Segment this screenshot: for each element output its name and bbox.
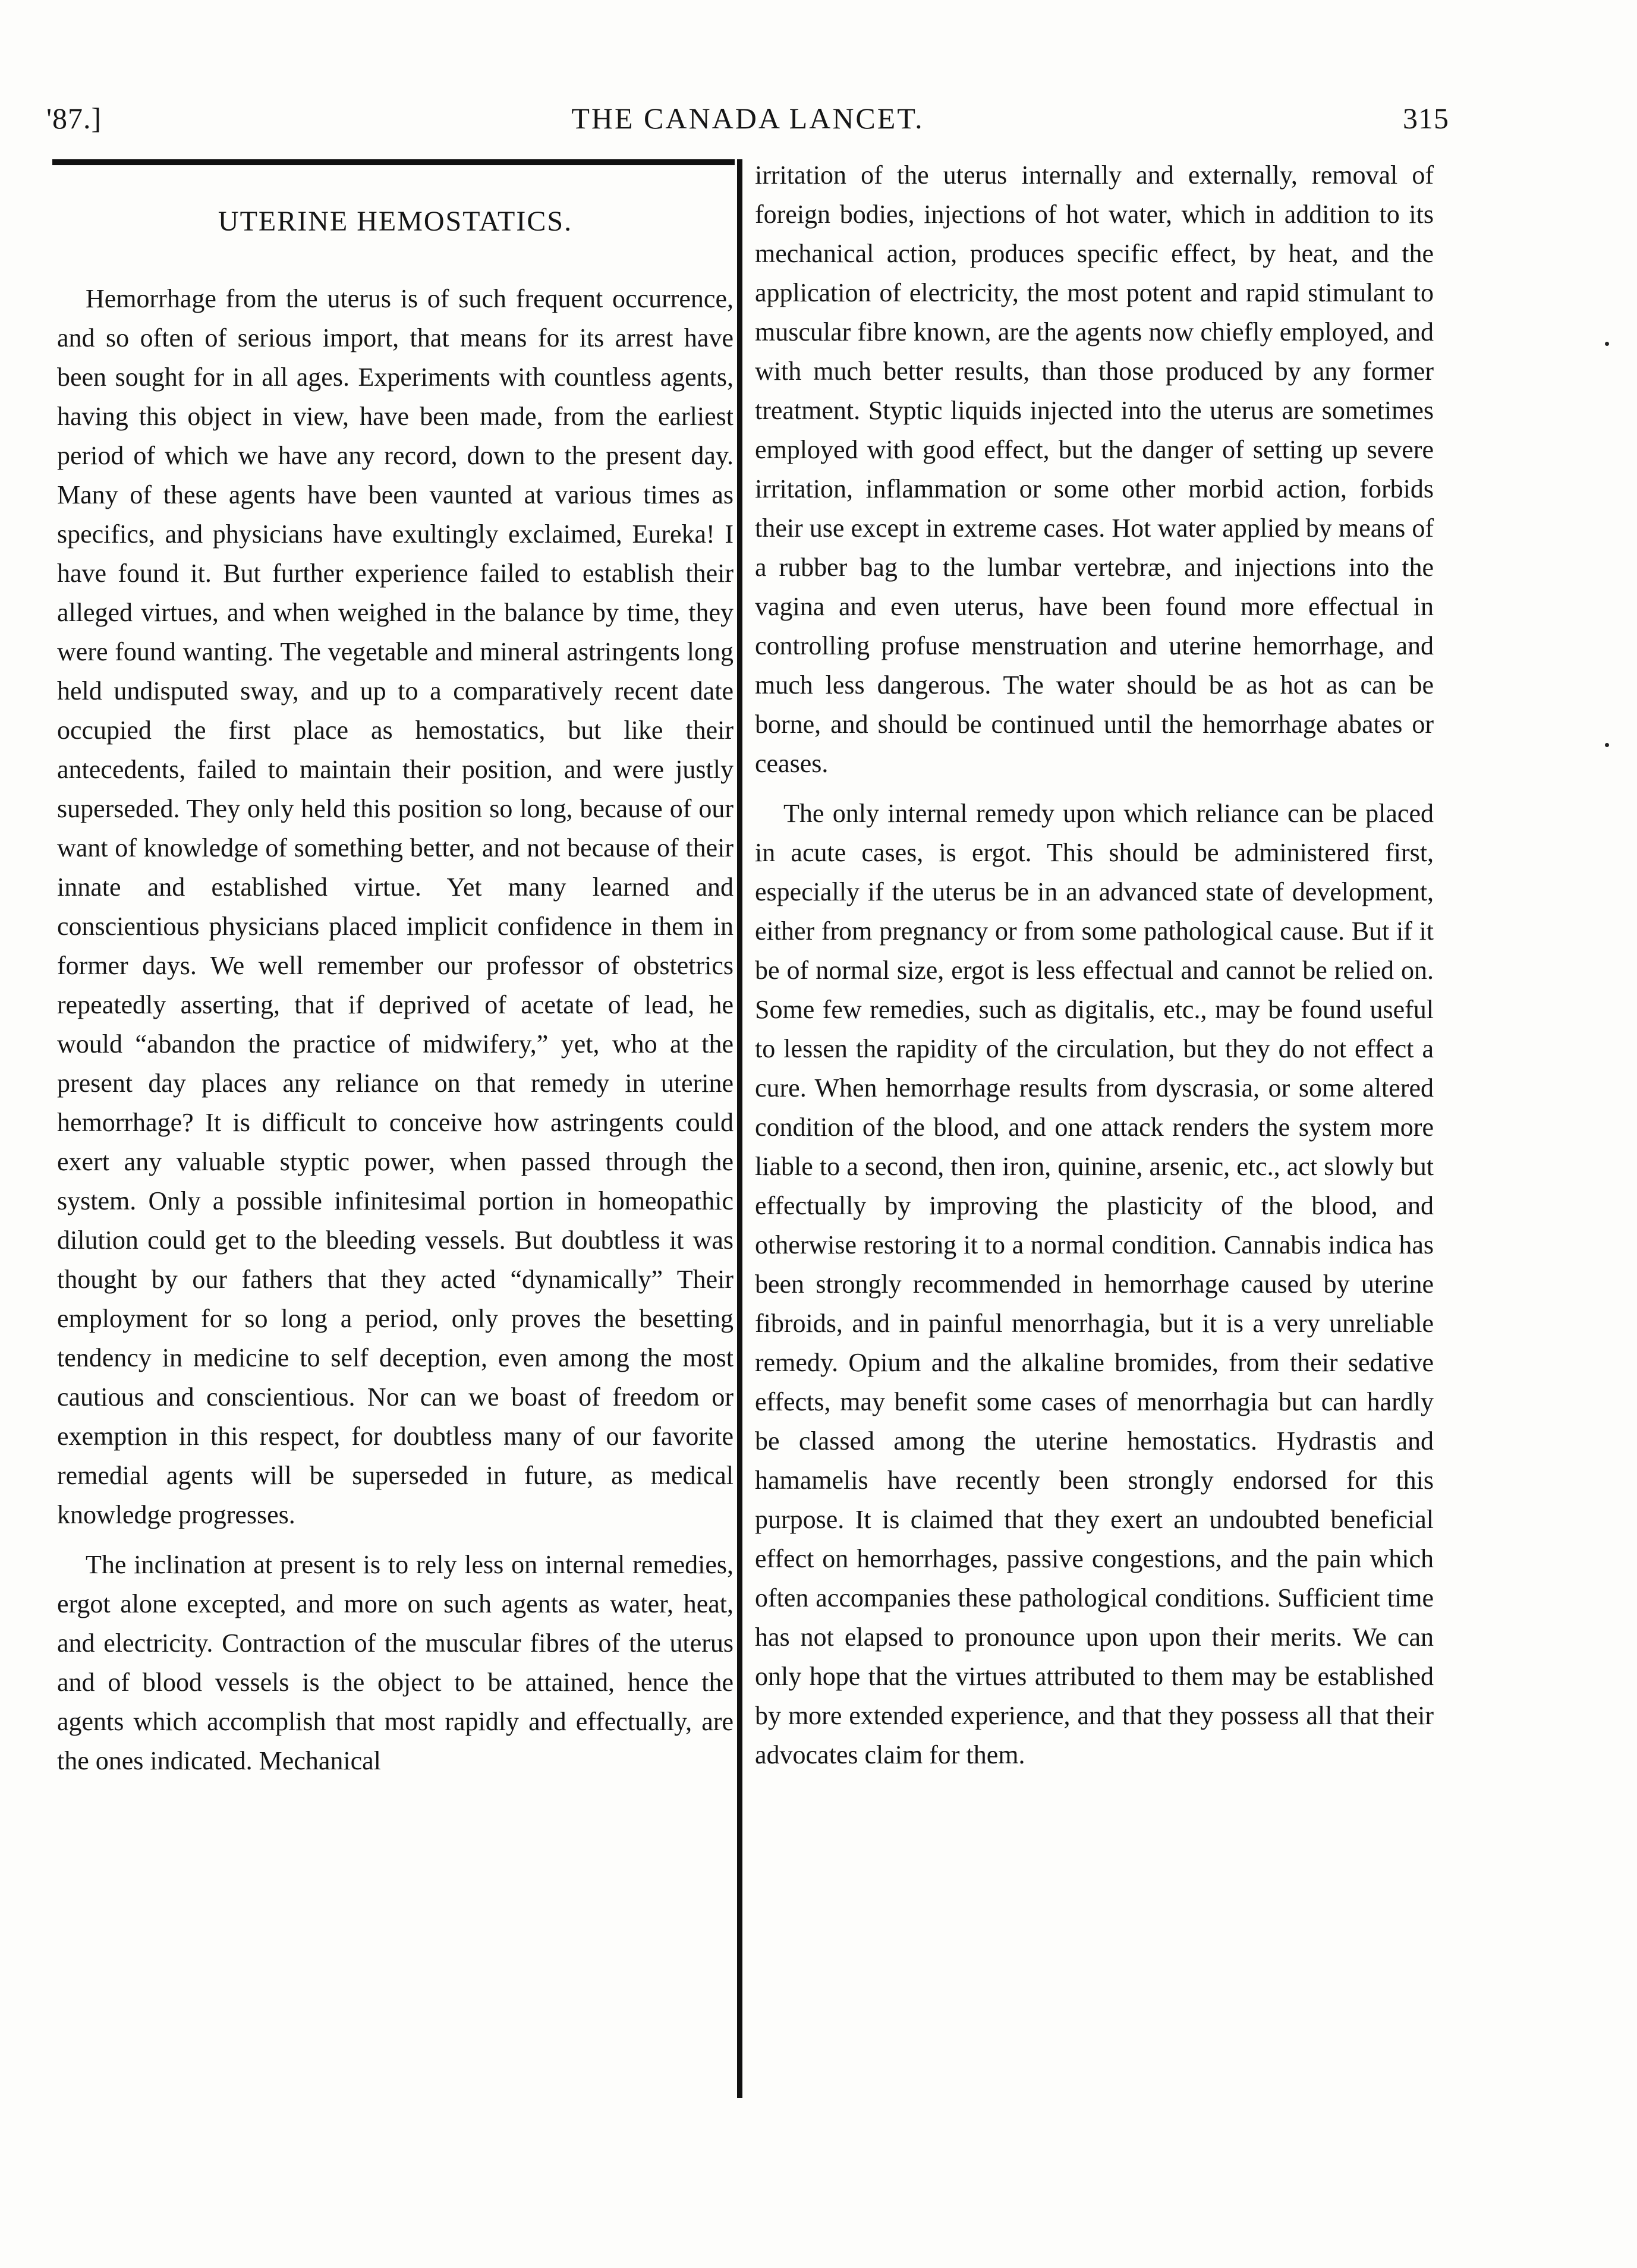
print-speck bbox=[1605, 342, 1609, 346]
paragraph: The only internal remedy upon which reliance can be placed in acute cases, is ergot. This should be administered first, especially if the uterus be in an advanced state of development, either from pregnancy or from some pathological cause. But if it be of normal size, ergot is less effectual and cannot be relied on. Some few remedies, such as digitalis, etc., may be found useful to lessen the rapidity of the circulation, but they do not effect a cure. When hemorrhage results from dyscrasia, or some altered condition of the blood, and one attack renders the system more liable to a second, then iron, quinine, arsenic, etc., act slowly but effectually by improving the plasticity of the blood, and otherwise restoring it to a normal condition. Cannabis indica has been strongly recommended in hemorrhage caused by uterine fibroids, and in painful menorrhagia, but it is a very unreliable remedy. Opium and the alkaline bromides, from their sedative effects, may benefit some cases of menorrhagia but can hardly be classed among the uterine hemostatics. Hydrastis and hamamelis have recently been strongly endorsed for this purpose. It is claimed that they exert an undoubted beneficial effect on hemorrhages, passive congestions, and the pain which often accompanies these pathological conditions. Sufficient time has not elapsed to pronounce upon upon their merits. We can only hope that the virtues attributed to them may be established by more extended experience, and that they possess all that their advocates claim for them. bbox=[755, 799, 1434, 1769]
right-column bbox=[755, 156, 1434, 1775]
running-header bbox=[46, 101, 1449, 149]
header-year: '87.] bbox=[46, 102, 102, 135]
header-rule bbox=[52, 159, 735, 165]
paragraph-continued: irritation of the uterus internally and externally, removal of foreign bodies, injections of hot water, which in addition to its mechanical action, produces specific effect, by heat, and the application of electricity, the most potent and rapid stimulant to muscular fibre known, are the agents now chiefly employed, and with much better results, than those produced by any former treatment. Styptic liquids injected into the uterus are sometimes employed with good effect, but the danger of setting up severe irritation, inflammation or some other morbid action, forbids their use except in extreme cases. Hot water applied by means of a rubber bag to the lumbar vertebræ, and injections into the vagina and even uterus, have been found more effectual in controlling profuse menstruation and uterine hemorrhage, and much less dangerous. The water should be as hot as can be borne, and should be continued until the hemorrhage abates or ceases. bbox=[755, 160, 1434, 778]
left-column bbox=[57, 166, 733, 1781]
page-number: 315 bbox=[1403, 102, 1449, 135]
column-divider bbox=[737, 159, 742, 2098]
print-speck bbox=[1605, 743, 1609, 747]
paragraph: The inclination at present is to rely less on internal remedies, ergot alone excepted, and more on such agents as water, heat, and electricity. Contraction of the muscular fibres of the uterus and of blood vessels is the object to be attained, hence the agents which accomplish that most rapidly and effectually, are the ones indicated. Mechanical bbox=[57, 1550, 733, 1775]
journal-title: THE CANADA LANCET. bbox=[571, 102, 924, 135]
paragraph: Hemorrhage from the uterus is of such frequent occurrence, and so often of serious import, that means for its arrest have been sought for in all ages. Experiments with countless agents, having this object in view, have been made, from the earliest period of which we have any record, down to the present day. Many of these agents have been vaunted at various times as specifics, and physicians have exultingly exclaimed, Eureka! I have found it. But further experience failed to establish their alleged virtues, and when weighed in the balance by time, they were found wanting. The vegetable and mineral astringents long held undisputed sway, and up to a comparatively recent date occupied the first place as hemostatics, but like their antecedents, failed to maintain their position, and were justly superseded. They only held this position so long, because of our want of knowledge of something better, and not because of their innate and established virtue. Yet many learned and conscientious physicians placed implicit confidence in them in former days. We well remember our professor of obstetrics repeatedly asserting, that if deprived of acetate of lead, he would “abandon the practice of midwifery,” yet, who at the present day places any reliance on that remedy in uterine hemorrhage? It is difficult to conceive how astringents could exert any valuable styptic power, when passed through the system. Only a possible infinitesimal portion in homeopathic dilution could get to the bleeding vessels. But doubtless it was thought by our fathers that they acted “dynamically” Their employment for so long a period, only proves the besetting tendency in medicine to self deception, even among the most cautious and conscientious. Nor can we boast of freedom or exemption in this respect, for doubtless many of our favorite remedial agents will be superseded in future, as medical knowledge progresses. bbox=[57, 284, 733, 1529]
article-title: UTERINE HEMOSTATICS. bbox=[218, 206, 573, 237]
